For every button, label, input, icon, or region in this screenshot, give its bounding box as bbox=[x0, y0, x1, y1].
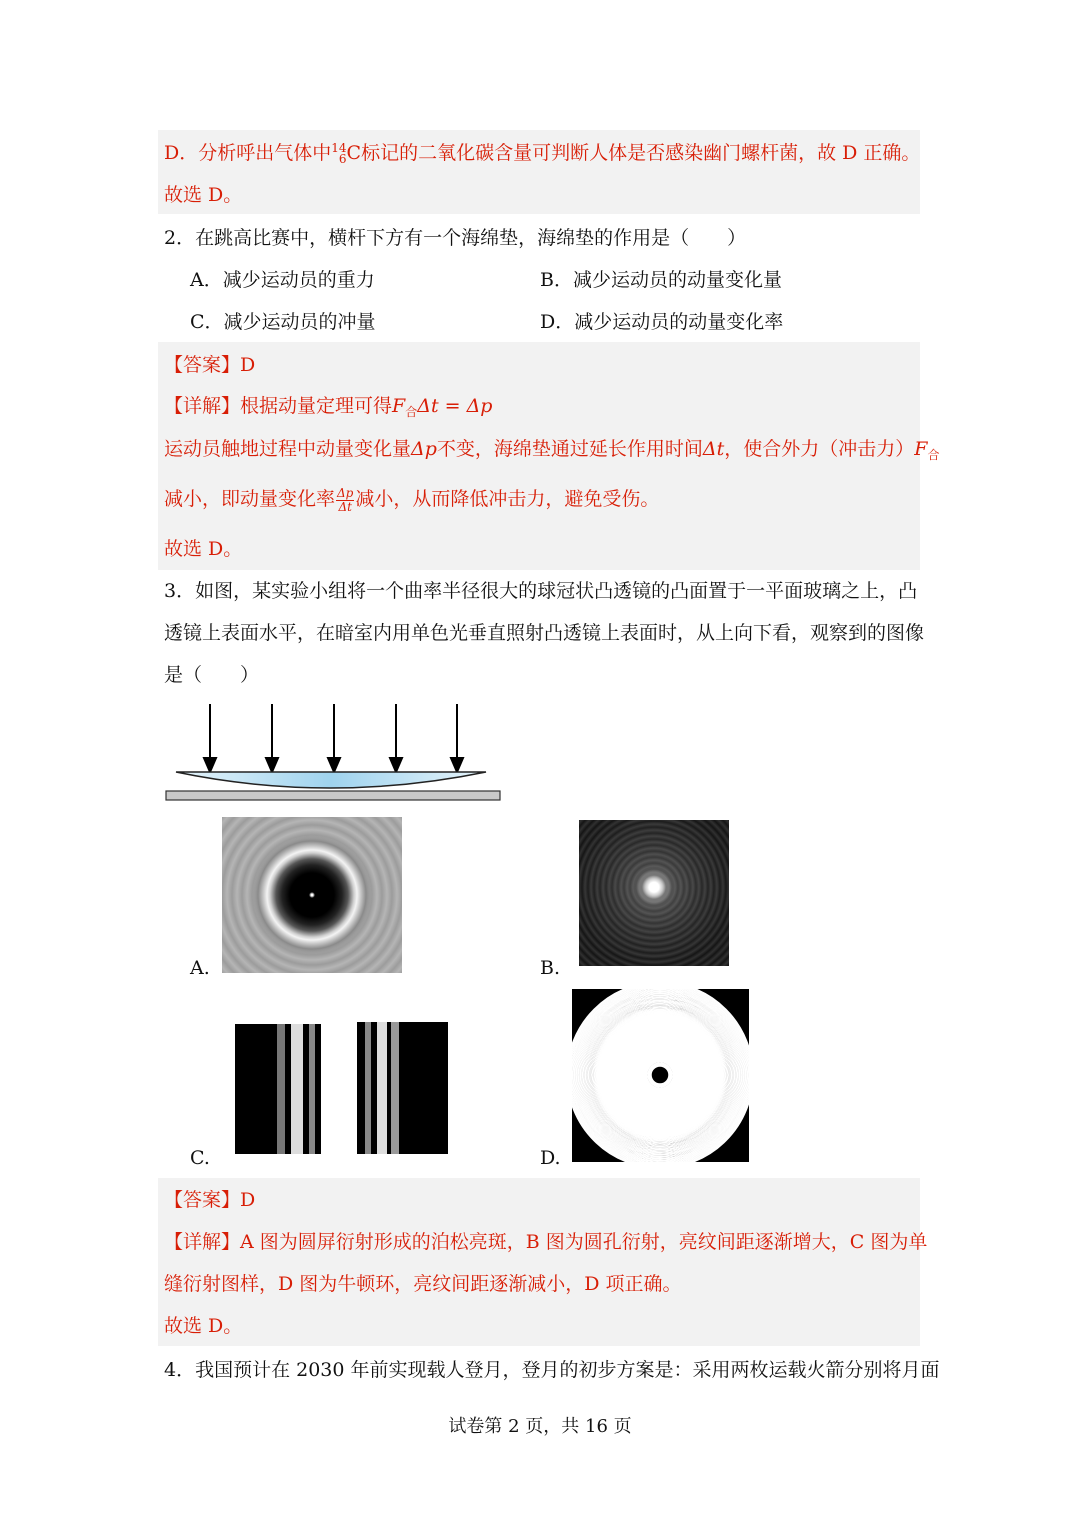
q3-label-d: D. bbox=[540, 1147, 561, 1169]
newton-ring bbox=[650, 1065, 671, 1086]
newton-rings-svg bbox=[572, 989, 749, 1162]
q2-detail-line3: 减小，即动量变化率 $\frac{\Delta p}{\Delta t}$ 减小，从而降低冲击力，避免受伤。 bbox=[164, 485, 660, 514]
q2-answer: 【答案】D bbox=[164, 354, 256, 376]
q3-detail-line1: 【详解】A 图为圆屏衍射形成的泊松亮斑，B 图为圆孔衍射，亮纹间距逐渐增大，C 图为单 bbox=[164, 1231, 928, 1253]
q2-detail-line2: 运动员触地过程中动量变化量Δp不变，海绵垫通过延长作用时间Δt，使合外力（冲击力）$F_合$ bbox=[164, 438, 940, 462]
q3-answer: 【答案】D bbox=[164, 1189, 256, 1211]
page-footer: 试卷第 2 页，共 16 页 bbox=[448, 1416, 632, 1437]
q2-option-b: B．减少运动员的动量变化量 bbox=[540, 269, 782, 291]
q3-stem-line3: 是（ ） bbox=[164, 664, 260, 686]
q1-option-d-analysis: D．分析呼出气体中 14 6 C标记的二氧化碳含量可判断人体是否感染幽门螺杆菌，故 D 正确。 bbox=[164, 141, 921, 166]
q4-stem-line1: 4．我国预计在 2030 年前实现载人登月，登月的初步方案是：采用两枚运载火箭分别将月面 bbox=[164, 1359, 940, 1381]
q3-label-c: C. bbox=[190, 1147, 210, 1169]
q3-label-b: B. bbox=[540, 957, 561, 979]
q2-option-c: C．减少运动员的冲量 bbox=[190, 311, 376, 333]
option-a-poisson-spot-image bbox=[222, 817, 402, 973]
glass-plate bbox=[166, 791, 500, 800]
option-c-single-slit-image-1 bbox=[235, 1024, 321, 1154]
isotope-numbers: 14 6 bbox=[331, 141, 347, 166]
q2-option-d: D．减少运动员的动量变化率 bbox=[540, 311, 784, 333]
convex-lens bbox=[176, 772, 486, 788]
lens-setup-diagram bbox=[160, 700, 510, 806]
q1-choose: 故选 D。 bbox=[164, 184, 243, 206]
q3-stem-line1: 3．如图，某实验小组将一个曲率半径很大的球冠状凸透镜的凸面置于一平面玻璃之上，凸 bbox=[164, 580, 918, 602]
option-d-newton-rings-image bbox=[572, 989, 749, 1162]
option-c-single-slit-image-2 bbox=[357, 1022, 448, 1154]
q2-stem: 2．在跳高比赛中，横杆下方有一个海绵垫，海绵垫的作用是（ ） bbox=[164, 227, 747, 249]
option-b-ring-overlay bbox=[579, 820, 729, 966]
q3-label-a: A. bbox=[190, 957, 210, 979]
q3-choose: 故选 D。 bbox=[164, 1315, 243, 1337]
answer-block-q3 bbox=[158, 1178, 920, 1346]
q2-choose: 故选 D。 bbox=[164, 538, 243, 560]
light-arrows bbox=[204, 704, 463, 772]
q2-option-a: A．减少运动员的重力 bbox=[190, 269, 375, 291]
q3-stem-line2: 透镜上表面水平，在暗室内用单色光垂直照射凸透镜上表面时，从上向下看，观察到的图像 bbox=[164, 622, 925, 644]
q3-detail-line2: 缝衍射图样，D 图为牛顿环，亮纹间距逐渐减小，D 项正确。 bbox=[164, 1273, 682, 1295]
rate-fraction: $\frac{\Delta p}{\Delta t}$ bbox=[337, 485, 354, 514]
q2-detail-line1: 【详解】根据动量定理可得$F_合\Delta t = \Delta p$ bbox=[164, 395, 493, 419]
